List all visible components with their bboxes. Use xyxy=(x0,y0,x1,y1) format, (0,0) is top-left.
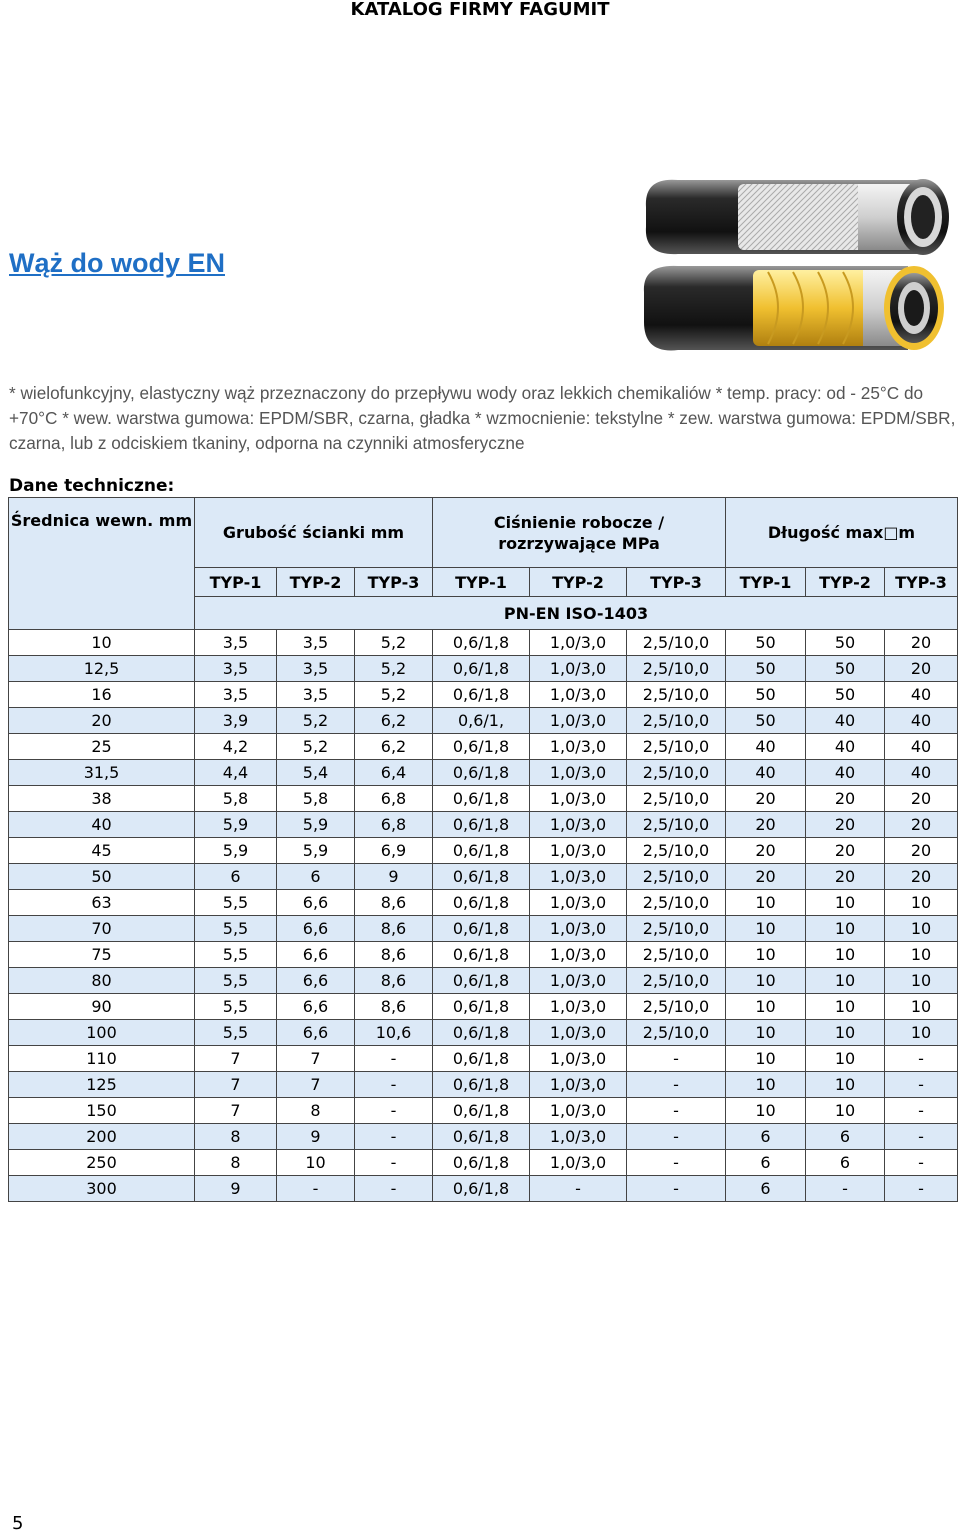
header-diameter: Średnica wewn. mm xyxy=(9,498,195,630)
table-cell: - xyxy=(627,1098,726,1124)
table-cell: 10 xyxy=(726,942,806,968)
table-cell: - xyxy=(627,1150,726,1176)
table-cell: 1,0/3,0 xyxy=(530,968,627,994)
table-cell: 5,8 xyxy=(277,786,355,812)
table-row xyxy=(9,1098,958,1124)
table-cell: 25 xyxy=(9,734,195,760)
table-cell: 0,6/1, xyxy=(433,708,530,734)
table-cell: 0,6/1,8 xyxy=(433,1176,530,1202)
table-cell: - xyxy=(627,1124,726,1150)
table-cell: 1,0/3,0 xyxy=(530,786,627,812)
table-cell: 10 xyxy=(806,890,885,916)
table-cell: 8,6 xyxy=(355,968,433,994)
table-cell: - xyxy=(627,1176,726,1202)
table-cell: 5,5 xyxy=(195,890,277,916)
table-cell: 1,0/3,0 xyxy=(530,1020,627,1046)
table-cell: 10 xyxy=(885,916,958,942)
table-cell: 2,5/10,0 xyxy=(627,656,726,682)
table-cell: 200 xyxy=(9,1124,195,1150)
table-cell: 0,6/1,8 xyxy=(433,1150,530,1176)
table-cell: 8,6 xyxy=(355,890,433,916)
technical-data-label: Dane techniczne: xyxy=(9,476,175,496)
table-cell: 5,2 xyxy=(355,656,433,682)
table-cell: 0,6/1,8 xyxy=(433,1020,530,1046)
type-header: TYP-1 xyxy=(726,568,806,597)
table-row xyxy=(9,734,958,760)
table-cell: 1,0/3,0 xyxy=(530,1124,627,1150)
table-row xyxy=(9,630,958,656)
table-cell: 1,0/3,0 xyxy=(530,942,627,968)
table-cell: 0,6/1,8 xyxy=(433,786,530,812)
table-cell: 10 xyxy=(885,942,958,968)
table-cell: 3,5 xyxy=(195,630,277,656)
table-cell: 6,6 xyxy=(277,942,355,968)
table-cell: 10 xyxy=(726,968,806,994)
table-cell: 5,9 xyxy=(277,812,355,838)
table-cell: 40 xyxy=(726,760,806,786)
table-cell: 6,6 xyxy=(277,994,355,1020)
table-cell: 1,0/3,0 xyxy=(530,760,627,786)
table-cell: 5,4 xyxy=(277,760,355,786)
table-cell: 1,0/3,0 xyxy=(530,1046,627,1072)
table-cell: 20 xyxy=(885,630,958,656)
table-cell: 40 xyxy=(885,682,958,708)
table-cell: 0,6/1,8 xyxy=(433,630,530,656)
table-cell: 0,6/1,8 xyxy=(433,994,530,1020)
table-cell: 2,5/10,0 xyxy=(627,682,726,708)
table-cell: - xyxy=(355,1046,433,1072)
table-cell: 90 xyxy=(9,994,195,1020)
table-cell: 7 xyxy=(277,1072,355,1098)
table-cell: 4,4 xyxy=(195,760,277,786)
table-cell: 31,5 xyxy=(9,760,195,786)
table-cell: 10 xyxy=(885,994,958,1020)
table-cell: 1,0/3,0 xyxy=(530,994,627,1020)
table-cell: 40 xyxy=(806,760,885,786)
table-cell: 10 xyxy=(726,916,806,942)
table-cell: 20 xyxy=(885,656,958,682)
table-cell: 10 xyxy=(806,994,885,1020)
table-cell: 10 xyxy=(9,630,195,656)
table-cell: 0,6/1,8 xyxy=(433,838,530,864)
table-cell: 1,0/3,0 xyxy=(530,916,627,942)
table-cell: 50 xyxy=(806,656,885,682)
table-cell: 2,5/10,0 xyxy=(627,864,726,890)
table-cell: 6,2 xyxy=(355,734,433,760)
table-cell: 2,5/10,0 xyxy=(627,708,726,734)
table-cell: 8 xyxy=(195,1124,277,1150)
table-cell: 20 xyxy=(885,864,958,890)
type-header: TYP-3 xyxy=(627,568,726,597)
table-cell: 10 xyxy=(726,1020,806,1046)
type-header: TYP-2 xyxy=(530,568,627,597)
table-cell: 8 xyxy=(195,1150,277,1176)
type-header: TYP-2 xyxy=(277,568,355,597)
table-cell: 7 xyxy=(195,1072,277,1098)
table-cell: 10 xyxy=(806,1098,885,1124)
table-cell: 5,2 xyxy=(355,682,433,708)
table-row xyxy=(9,760,958,786)
table-cell: 150 xyxy=(9,1098,195,1124)
table-cell: 6,8 xyxy=(355,786,433,812)
table-cell: 5,5 xyxy=(195,942,277,968)
table-cell: 12,5 xyxy=(9,656,195,682)
table-cell: 6,6 xyxy=(277,968,355,994)
table-cell: 2,5/10,0 xyxy=(627,812,726,838)
table-cell: 0,6/1,8 xyxy=(433,1124,530,1150)
table-row xyxy=(9,1046,958,1072)
table-cell: 5,2 xyxy=(355,630,433,656)
table-cell: 0,6/1,8 xyxy=(433,760,530,786)
table-cell: 0,6/1,8 xyxy=(433,1098,530,1124)
table-cell: 6 xyxy=(726,1176,806,1202)
table-cell: 2,5/10,0 xyxy=(627,994,726,1020)
table-row xyxy=(9,812,958,838)
table-cell: 5,9 xyxy=(195,838,277,864)
table-cell: 7 xyxy=(277,1046,355,1072)
table-cell: 2,5/10,0 xyxy=(627,838,726,864)
table-cell: 9 xyxy=(195,1176,277,1202)
table-cell: 10 xyxy=(726,1046,806,1072)
table-cell: 2,5/10,0 xyxy=(627,734,726,760)
table-cell: 1,0/3,0 xyxy=(530,1072,627,1098)
table-row xyxy=(9,708,958,734)
table-cell: 40 xyxy=(885,734,958,760)
table-cell: 5,9 xyxy=(195,812,277,838)
table-cell: 10 xyxy=(806,1020,885,1046)
table-cell: 70 xyxy=(9,916,195,942)
table-cell: 6,6 xyxy=(277,916,355,942)
table-cell: 6,6 xyxy=(277,890,355,916)
table-cell: 1,0/3,0 xyxy=(530,864,627,890)
table-cell: 5,9 xyxy=(277,838,355,864)
table-cell: 20 xyxy=(806,864,885,890)
table-cell: - xyxy=(355,1098,433,1124)
table-cell: 8,6 xyxy=(355,916,433,942)
table-cell: 5,5 xyxy=(195,994,277,1020)
table-cell: 1,0/3,0 xyxy=(530,734,627,760)
standard-label: PN-EN ISO-1403 xyxy=(195,597,958,630)
table-cell: - xyxy=(355,1150,433,1176)
header-wall-thickness: Grubość ścianki mm xyxy=(195,498,433,568)
table-cell: 1,0/3,0 xyxy=(530,1150,627,1176)
table-cell: - xyxy=(277,1176,355,1202)
table-cell: 0,6/1,8 xyxy=(433,1072,530,1098)
table-cell: 10 xyxy=(806,942,885,968)
table-cell: 40 xyxy=(806,708,885,734)
table-cell: 2,5/10,0 xyxy=(627,942,726,968)
table-cell: 20 xyxy=(885,838,958,864)
table-cell: - xyxy=(627,1072,726,1098)
table-cell: 20 xyxy=(806,812,885,838)
table-cell: 6 xyxy=(806,1124,885,1150)
table-cell: 3,5 xyxy=(277,682,355,708)
table-cell: 2,5/10,0 xyxy=(627,916,726,942)
table-cell: - xyxy=(885,1046,958,1072)
table-cell: 10 xyxy=(885,1020,958,1046)
type-header: TYP-3 xyxy=(885,568,958,597)
table-cell: 10 xyxy=(277,1150,355,1176)
table-cell: - xyxy=(885,1176,958,1202)
table-cell: 100 xyxy=(9,1020,195,1046)
table-row xyxy=(9,890,958,916)
table-cell: 1,0/3,0 xyxy=(530,708,627,734)
table-cell: 0,6/1,8 xyxy=(433,734,530,760)
table-cell: 10 xyxy=(806,1072,885,1098)
table-cell: 10 xyxy=(806,1046,885,1072)
type-header: TYP-1 xyxy=(195,568,277,597)
table-cell: 2,5/10,0 xyxy=(627,786,726,812)
table-cell: 4,2 xyxy=(195,734,277,760)
table-cell: 10 xyxy=(726,994,806,1020)
table-cell: 50 xyxy=(9,864,195,890)
table-cell: - xyxy=(355,1176,433,1202)
page-number: 5 xyxy=(12,1513,24,1534)
page-title[interactable]: Wąż do wody EN xyxy=(9,248,225,278)
table-cell: 1,0/3,0 xyxy=(530,890,627,916)
table-cell: 10 xyxy=(806,968,885,994)
table-cell: 2,5/10,0 xyxy=(627,968,726,994)
table-cell: 0,6/1,8 xyxy=(433,656,530,682)
table-row xyxy=(9,682,958,708)
table-cell: 6,9 xyxy=(355,838,433,864)
table-cell: 1,0/3,0 xyxy=(530,656,627,682)
spec-table xyxy=(8,497,958,1202)
table-cell: 0,6/1,8 xyxy=(433,916,530,942)
table-cell: 110 xyxy=(9,1046,195,1072)
table-cell: 2,5/10,0 xyxy=(627,1020,726,1046)
table-cell: 6,6 xyxy=(277,1020,355,1046)
table-cell: 40 xyxy=(885,708,958,734)
type-header: TYP-1 xyxy=(433,568,530,597)
table-cell: 10 xyxy=(885,890,958,916)
table-cell: 10 xyxy=(726,1098,806,1124)
table-cell: 9 xyxy=(355,864,433,890)
table-cell: 50 xyxy=(726,708,806,734)
header-pressure: Ciśnienie robocze / rozrzywające MPa xyxy=(433,498,726,568)
table-cell: - xyxy=(530,1176,627,1202)
table-cell: 6 xyxy=(806,1150,885,1176)
table-cell: 5,5 xyxy=(195,968,277,994)
table-cell: 9 xyxy=(277,1124,355,1150)
table-cell: 20 xyxy=(806,838,885,864)
table-cell: 3,5 xyxy=(277,630,355,656)
table-row xyxy=(9,1176,958,1202)
table-cell: 0,6/1,8 xyxy=(433,1046,530,1072)
table-cell: 3,5 xyxy=(195,682,277,708)
table-cell: 8,6 xyxy=(355,942,433,968)
table-cell: 5,5 xyxy=(195,916,277,942)
table-cell: 45 xyxy=(9,838,195,864)
table-cell: 6 xyxy=(726,1150,806,1176)
table-cell: 1,0/3,0 xyxy=(530,1098,627,1124)
table-cell: 7 xyxy=(195,1046,277,1072)
table-cell: 3,5 xyxy=(195,656,277,682)
table-cell: 5,2 xyxy=(277,708,355,734)
table-cell: 20 xyxy=(726,864,806,890)
table-cell: 8 xyxy=(277,1098,355,1124)
table-cell: 50 xyxy=(726,630,806,656)
table-cell: 75 xyxy=(9,942,195,968)
hose-image xyxy=(638,172,958,357)
table-cell: 0,6/1,8 xyxy=(433,864,530,890)
table-cell: 20 xyxy=(9,708,195,734)
table-cell: 6,8 xyxy=(355,812,433,838)
product-description: * wielofunkcyjny, elastyczny wąż przeznaczony do przepływu wody oraz lekkich chemikaliów * temp. pracy: od - 25°C do +70°C * wew. warstwa gumowa: EPDM/SBR, czarna, gładka * wzmocnienie: tekstylne * zew. warstwa gumowa: EPDM/SBR, czarna, lub z odciskiem tkaniny, odporna na czynniki atmosferyczne xyxy=(9,383,956,453)
table-row xyxy=(9,994,958,1020)
table-cell: 300 xyxy=(9,1176,195,1202)
table-cell: 8,6 xyxy=(355,994,433,1020)
table-cell: 20 xyxy=(726,838,806,864)
table-cell: 50 xyxy=(806,682,885,708)
table-cell: 6 xyxy=(726,1124,806,1150)
table-cell: 250 xyxy=(9,1150,195,1176)
table-cell: 40 xyxy=(806,734,885,760)
table-cell: 63 xyxy=(9,890,195,916)
table-cell: 50 xyxy=(726,682,806,708)
table-cell: 10,6 xyxy=(355,1020,433,1046)
table-cell: 125 xyxy=(9,1072,195,1098)
type-header: TYP-3 xyxy=(355,568,433,597)
table-row xyxy=(9,1150,958,1176)
table-cell: - xyxy=(806,1176,885,1202)
table-cell: 0,6/1,8 xyxy=(433,968,530,994)
table-cell: 20 xyxy=(726,786,806,812)
table-cell: 0,6/1,8 xyxy=(433,890,530,916)
table-cell: - xyxy=(885,1124,958,1150)
table-row xyxy=(9,1072,958,1098)
table-cell: 10 xyxy=(885,968,958,994)
table-row xyxy=(9,968,958,994)
table-cell: 2,5/10,0 xyxy=(627,760,726,786)
header-max-length: Długość max□m xyxy=(726,498,958,568)
table-cell: - xyxy=(885,1072,958,1098)
table-cell: 6,2 xyxy=(355,708,433,734)
table-row xyxy=(9,838,958,864)
table-cell: 20 xyxy=(726,812,806,838)
table-row xyxy=(9,864,958,890)
table-cell: 40 xyxy=(726,734,806,760)
table-cell: 16 xyxy=(9,682,195,708)
table-cell: 1,0/3,0 xyxy=(530,812,627,838)
table-cell: 7 xyxy=(195,1098,277,1124)
table-cell: 50 xyxy=(806,630,885,656)
table-cell: 2,5/10,0 xyxy=(627,630,726,656)
table-cell: 1,0/3,0 xyxy=(530,630,627,656)
table-cell: 38 xyxy=(9,786,195,812)
type-header: TYP-2 xyxy=(806,568,885,597)
table-cell: 6,4 xyxy=(355,760,433,786)
table-cell: 40 xyxy=(9,812,195,838)
table-cell: 5,8 xyxy=(195,786,277,812)
table-cell: 10 xyxy=(806,916,885,942)
table-cell: 5,5 xyxy=(195,1020,277,1046)
table-cell: 6 xyxy=(277,864,355,890)
table-row xyxy=(9,1124,958,1150)
table-cell: 0,6/1,8 xyxy=(433,812,530,838)
table-cell: - xyxy=(885,1098,958,1124)
table-cell: 80 xyxy=(9,968,195,994)
table-row xyxy=(9,916,958,942)
table-row xyxy=(9,656,958,682)
table-row xyxy=(9,1020,958,1046)
catalog-header: KATALOG FIRMY FAGUMIT xyxy=(350,0,610,20)
table-cell: 40 xyxy=(885,760,958,786)
table-cell: 20 xyxy=(885,812,958,838)
table-cell: 1,0/3,0 xyxy=(530,682,627,708)
table-cell: 3,5 xyxy=(277,656,355,682)
table-cell: 10 xyxy=(726,890,806,916)
table-cell: 5,2 xyxy=(277,734,355,760)
table-cell: 3,9 xyxy=(195,708,277,734)
table-cell: 0,6/1,8 xyxy=(433,942,530,968)
table-cell: 2,5/10,0 xyxy=(627,890,726,916)
table-cell: 1,0/3,0 xyxy=(530,838,627,864)
table-cell: 50 xyxy=(726,656,806,682)
table-cell: 10 xyxy=(726,1072,806,1098)
table-cell: 20 xyxy=(885,786,958,812)
table-cell: 6 xyxy=(195,864,277,890)
table-cell: - xyxy=(355,1124,433,1150)
table-row xyxy=(9,786,958,812)
table-cell: - xyxy=(355,1072,433,1098)
table-cell: 20 xyxy=(806,786,885,812)
table-cell: - xyxy=(627,1046,726,1072)
table-cell: - xyxy=(885,1150,958,1176)
table-row xyxy=(9,942,958,968)
table-cell: 0,6/1,8 xyxy=(433,682,530,708)
